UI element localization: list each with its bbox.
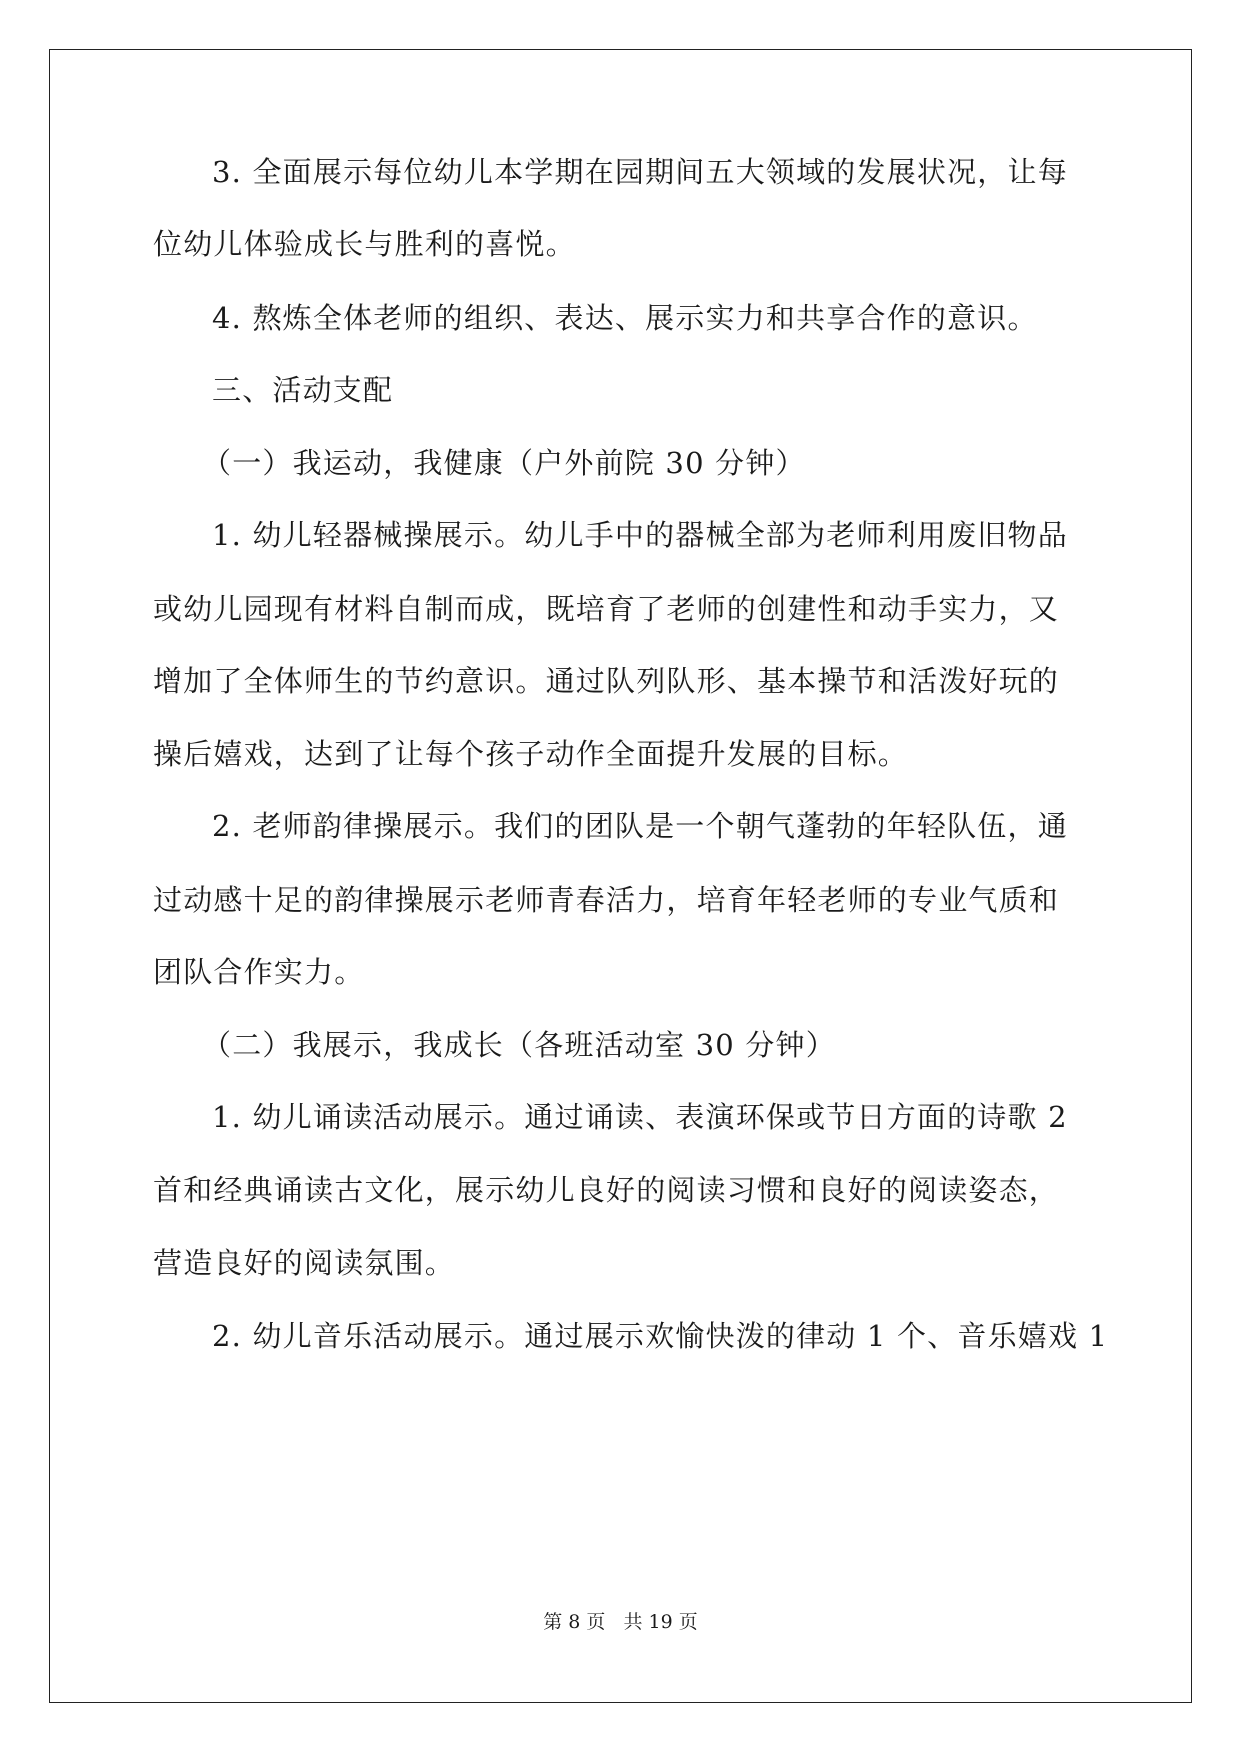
paragraph-line: 操后嬉戏，达到了让每个孩子动作全面提升发展的目标。 [153,737,909,771]
page-number: 第 8 页 [543,1611,606,1633]
page-footer [0,1607,1241,1634]
paragraph-line: 营造良好的阅读氛围。 [153,1246,456,1280]
paragraph-line: 位幼儿体验成长与胜利的喜悦。 [153,227,576,261]
subsection-heading: （二）我展示，我成长（各班活动室 30 分钟） [202,1028,836,1062]
paragraph-line: 或幼儿园现有材料自制而成，既培育了老师的创建性和动手实力，又 [153,592,1060,626]
paragraph-line: 增加了全体师生的节约意识。通过队列队形、基本操节和活泼好玩的 [153,664,1060,698]
paragraph-line: 1. 幼儿诵读活动展示。通过诵读、表演环保或节日方面的诗歌 2 [212,1100,1068,1134]
paragraph-line: 2. 幼儿音乐活动展示。通过展示欢愉快泼的律动 1 个、音乐嬉戏 1 [212,1319,1109,1353]
paragraph-line: 过动感十足的韵律操展示老师青春活力，培育年轻老师的专业气质和 [153,883,1060,917]
page-total: 共 19 页 [623,1611,698,1633]
paragraph-line: 3. 全面展示每位幼儿本学期在园期间五大领域的发展状况，让每 [212,155,1068,189]
subsection-heading: （一）我运动，我健康（户外前院 30 分钟） [202,446,806,480]
paragraph-line: 首和经典诵读古文化，展示幼儿良好的阅读习惯和良好的阅读姿态， [153,1173,1060,1207]
section-heading: 三、活动支配 [212,373,394,407]
paragraph-line: 2. 老师韵律操展示。我们的团队是一个朝气蓬勃的年轻队伍，通 [212,809,1068,843]
paragraph-line: 1. 幼儿轻器械操展示。幼儿手中的器械全部为老师利用废旧物品 [212,518,1068,552]
paragraph-line: 团队合作实力。 [153,955,365,989]
paragraph-line: 4. 熬炼全体老师的组织、表达、展示实力和共享合作的意识。 [212,301,1038,335]
